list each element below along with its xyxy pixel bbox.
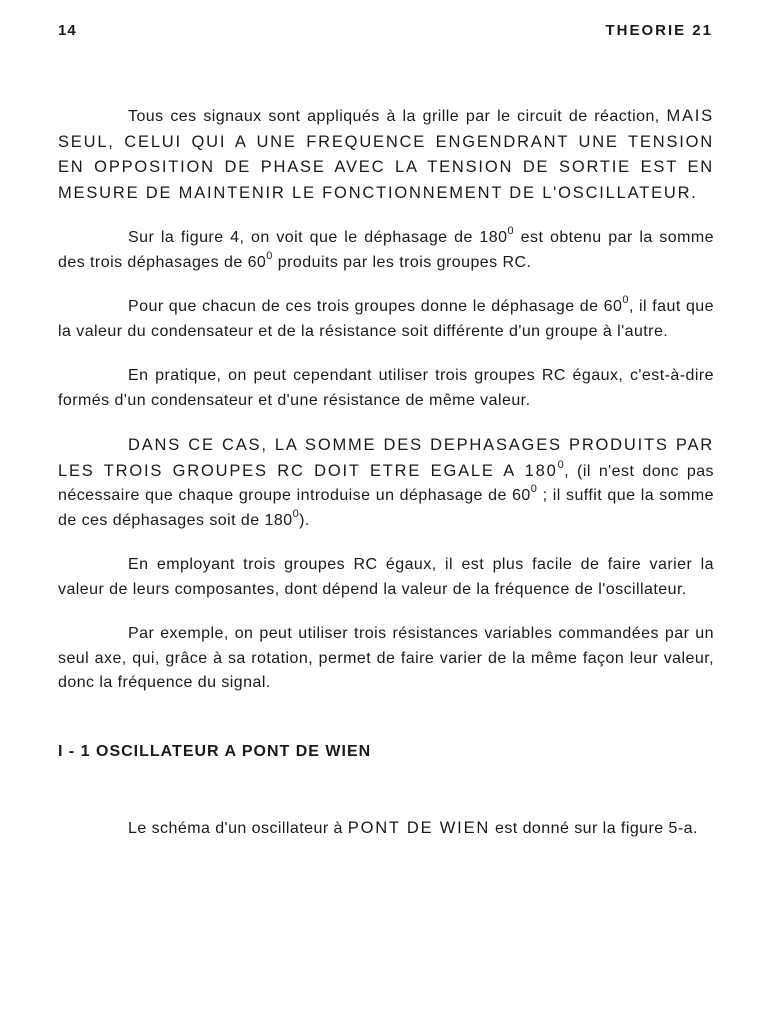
page-body [58,104,714,862]
paragraph-1-lead: Tous ces signaux sont appliqués à la grille par le circuit de réaction, [128,108,667,125]
degree-mark: 0 [622,294,629,306]
paragraph-3-text-b: , il faut que la valeur du condensateur et de la résistance soit différente d'un groupe à l'autre. [58,298,715,340]
degree-mark: 0 [530,483,538,495]
paragraph-2-text-a: Sur la figure 4, on voit que le déphasage de 180 [128,229,508,246]
paragraph-2-text-b: est obtenu par la somme des trois déphasages de 60 [58,229,714,271]
paragraph-2 [58,226,714,275]
paragraph-5-text-b: ; il suffit que la somme de ces déphasages soit de 180 [58,487,715,529]
paragraph-5-text-c: ). [299,511,310,529]
degree-mark: 0 [292,507,300,520]
paragraph-8-text-a: Le schéma d'un oscillateur à [128,820,348,837]
paragraph-8-text-b: est donné sur la figure 5-a. [490,820,698,837]
paragraph-2-text-c: produits par les trois groupes RC. [272,253,532,271]
paragraph-8 [58,816,714,842]
degree-mark: 0 [266,249,273,262]
degree-mark: 0 [507,225,515,237]
paragraph-3-text-a: Pour que chacun de ces trois groupes donne le déphasage de 60 [128,298,623,315]
paragraph-5 [58,433,714,533]
paragraph-1-caps: MAIS SEUL, CELUI QUI A UNE FREQUENCE ENGENDRANT UNE TENSION EN OPPOSITION DE PHASE AVEC LA TENSION DE SORTIE EST EN MESURE DE MAINTENIR LE FONCTIONNEMENT DE L'OSCILLATEUR. [58,107,714,202]
degree-mark: 0 [557,458,565,471]
page-number: 14 [58,22,77,39]
paragraph-5-text-a: , (il n'est donc pas nécessaire que chaque groupe introduise un déphasage de 60 [58,462,714,504]
paragraph-3 [58,295,714,344]
paragraph-7: Par exemple, on peut utiliser trois résistances variables commandées par un seul axe, qui, grâce à sa rotation, permet de faire varier de la même façon leur valeur, donc la fréquence du signal. [58,625,714,691]
paragraph-5-caps: DANS CE CAS, LA SOMME DES DEPHASAGES PRODUITS PAR LES TROIS GROUPES RC DOIT ETRE EGALE A 180 [58,436,714,480]
section-heading: I - 1 OSCILLATEUR A PONT DE WIEN [58,742,372,760]
running-title: THEORIE 21 [605,22,713,39]
paragraph-8-caps: PONT DE WIEN [347,819,491,837]
paragraph-1 [58,104,714,206]
paragraph-6: En employant trois groupes RC égaux, il est plus facile de faire varier la valeur de leurs composantes, dont dépend la valeur de la fréquence de l'oscillateur. [58,556,714,598]
paragraph-4: En pratique, on peut cependant utiliser trois groupes RC égaux, c'est-à-dire formés d'un condensateur et d'une résistance de même valeur. [58,367,714,409]
